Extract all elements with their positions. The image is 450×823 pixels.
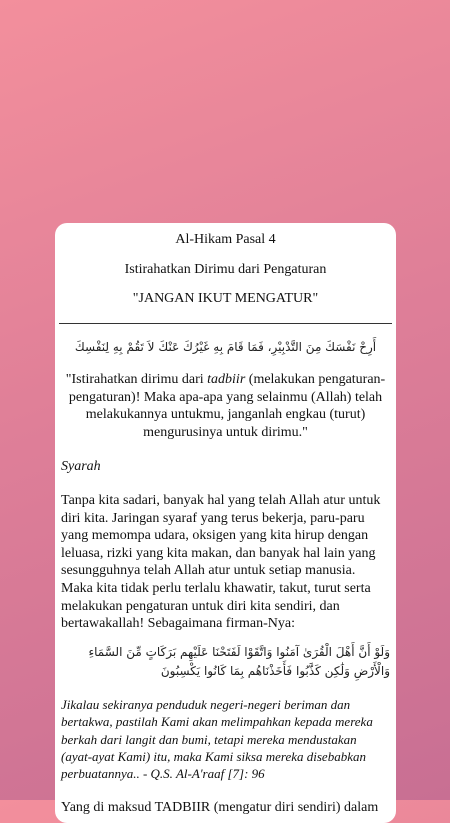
quote-title: "JANGAN IKUT MENGATUR" [132,291,319,306]
arabic-hikmah: أَرِحْ نَفْسَكَ مِنَ التَّدْبِيْرِ، فَمَا قَامَ بِهِ غَيْرُكَ عَنْكَ لاَ تَقُمْ بِهِ لِنَفْسِكَ [74,340,377,354]
syarah-heading: Syarah [61,459,101,474]
syarah-paragraph: Tanpa kita sadari, banyak hal yang telah Allah atur untuk diri kita. Jaringan syaraf yang terus bekerja, paru-paru yang memompa udara, oksigen yang kita hirup dengan leluasa, rizki yang kita makan, dan banyak hal lain yang sesungguhnya telah Allah atur untuk setiap manusia. Maka kita tidak perlu terlalu khawatir, takut, turut serta melakukan pengaturan untuk diri kita sendiri, dan bertawakallah! Sebagaimana firman-Nya: [61,493,381,632]
quran-verse-translation: Jikalau sekiranya penduduk negeri-negeri beriman dan bertakwa, pastilah Kami akan melimpahkan kepada mereka berkah dari langit dan bumi, tetapi mereka mendustakan (ayat-ayat Kami) itu, maka Kami siksa mereka disebabkan perbuatannya.. - Q.S. Al-A'raaf [7]: 96 [61,696,373,782]
translation-italic-term: tadbiir [207,372,246,387]
article-title: Al-Hikam Pasal 4 [175,232,276,247]
divider [59,323,392,324]
article-card [55,223,396,823]
translation-text-end: (melakukan pengaturan-pengaturan)! Maka apa-apa yang selainmu (Allah) telah melakukannya untukmu, janganlah engkau (turut) mengurusinya untuk dirimu." [68,372,386,440]
translation-text-start: "Istirahatkan dirimu dari [65,372,208,387]
continuation-paragraph: Yang di maksud TADBIIR (mengatur diri sendiri) dalam [61,799,379,815]
hikmah-translation [61,371,390,441]
quran-verse-arabic: وَلَوْ أَنَّ أَهْلَ الْقُرَىٰ آمَنُوا وَاتَّقَوْا لَفَتَحْنَا عَلَيْهِم بَرَكَاتٍ مِّنَ السَّمَاءِ وَالْأَرْضِ وَلَٰكِن كَذَّبُوا فَأَخَذْنَاهُم بِمَا كَانُوا يَكْسِبُونَ [88,644,390,678]
article-subtitle: Istirahatkan Dirimu dari Pengaturan [124,262,327,277]
